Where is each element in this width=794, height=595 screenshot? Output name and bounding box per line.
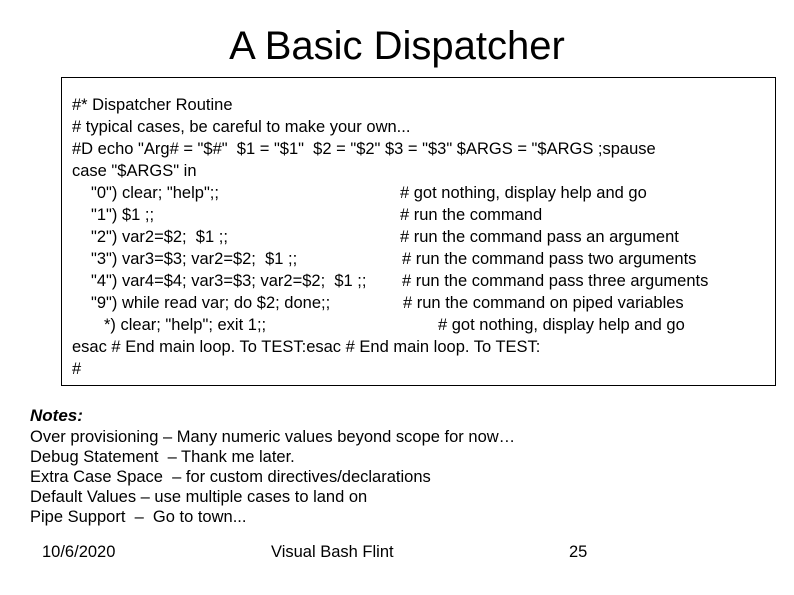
case-9-comment: # run the command on piped variables xyxy=(403,294,684,312)
case-4-code: "4") var4=$4; var3=$3; var2=$2; $1 ;; xyxy=(91,272,367,290)
case-2-code: "2") var2=$2; $1 ;; xyxy=(91,228,228,246)
case-1-comment: # run the command xyxy=(400,206,543,224)
note-item: Default Values – use multiple cases to land on xyxy=(30,488,368,506)
code-line-last: # xyxy=(72,360,82,378)
code-line-case: case "$ARGS" in xyxy=(72,162,197,180)
page-number: 25 xyxy=(569,543,588,561)
notes-heading: Notes: xyxy=(30,406,83,425)
case-default-code: *) clear; "help"; exit 1;; xyxy=(104,316,267,334)
note-item: Extra Case Space – for custom directives/declarations xyxy=(30,468,431,486)
footer-date: 10/6/2020 xyxy=(42,543,116,561)
case-3-comment: # run the command pass two arguments xyxy=(402,250,697,268)
case-4-comment: # run the command pass three arguments xyxy=(402,272,709,290)
code-line-esac: esac # End main loop. To TEST:esac # End main loop. To TEST: xyxy=(72,338,541,356)
note-item: Pipe Support – Go to town... xyxy=(30,508,247,526)
case-1-code: "1") $1 ;; xyxy=(91,206,155,224)
code-line-3: #D echo "Arg# = "$#" $1 = "$1" $2 = "$2" $3 = "$3" $ARGS = "$ARGS ;spause xyxy=(72,140,656,158)
footer-title: Visual Bash Flint xyxy=(271,543,394,561)
code-line-2: # typical cases, be careful to make your own... xyxy=(72,118,411,136)
code-line-1: #* Dispatcher Routine xyxy=(72,96,233,114)
note-item: Debug Statement – Thank me later. xyxy=(30,448,295,466)
case-0-comment: # got nothing, display help and go xyxy=(400,184,647,202)
case-default-comment: # got nothing, display help and go xyxy=(438,316,685,334)
note-item: Over provisioning – Many numeric values beyond scope for now… xyxy=(30,428,516,446)
case-2-comment: # run the command pass an argument xyxy=(400,228,679,246)
case-0-code: "0") clear; "help";; xyxy=(91,184,219,202)
case-3-code: "3") var3=$3; var2=$2; $1 ;; xyxy=(91,250,298,268)
case-9-code: "9") while read var; do $2; done;; xyxy=(91,294,331,312)
slide-title: A Basic Dispatcher xyxy=(229,24,565,68)
